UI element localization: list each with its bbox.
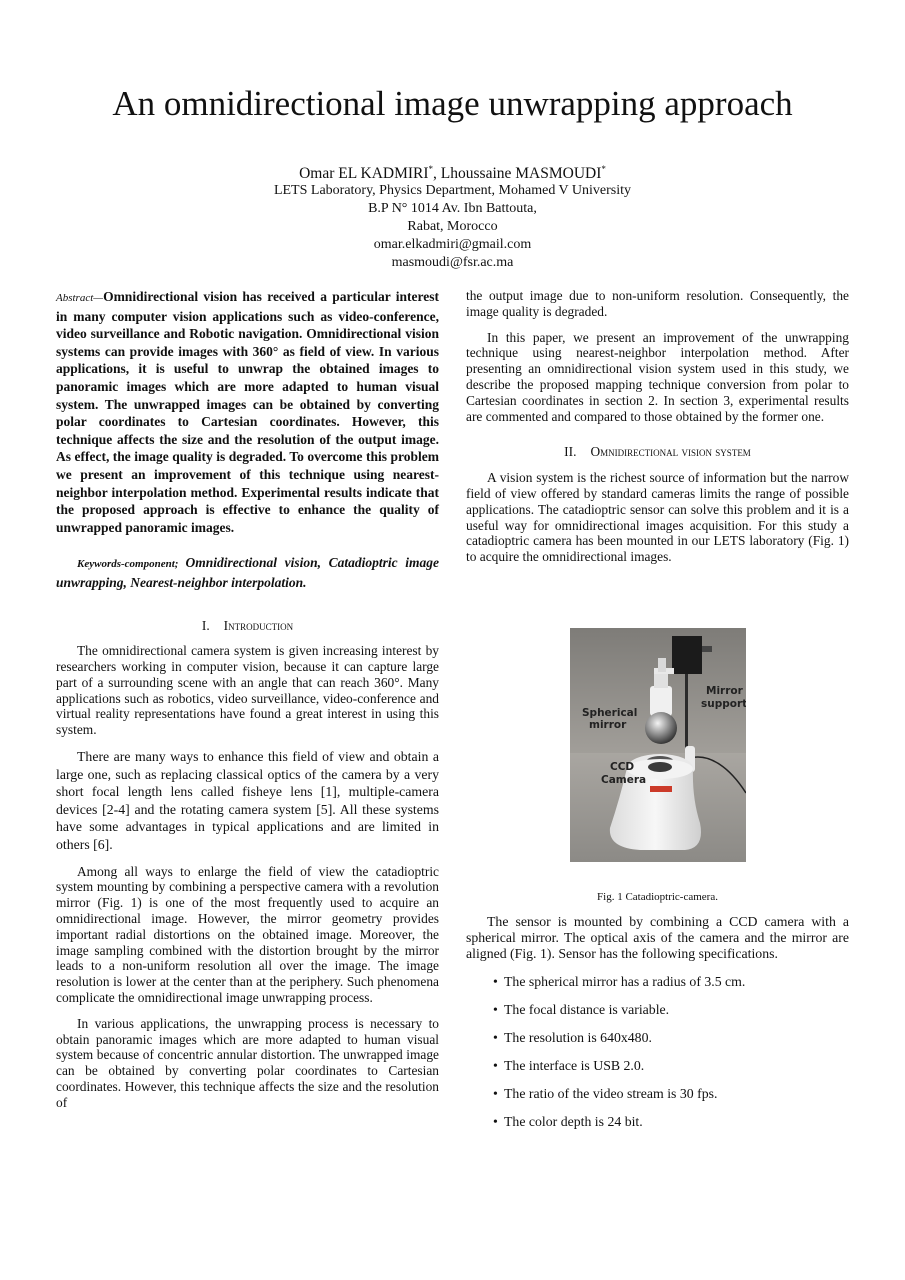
abstract-text: Omnidirectional vision has received a particular interest in many computer vision applications such as video-conference, video surveillance and Robotic navigation. Omnidirectional vision systems can provide images with 360° as field of view. In various applications, it is useful to unwrap the obtained images to panoramic images which are more adapted to human visual system. The unwrapped images can be obtained by converting polar coordinates to Cartesian coordinates. However, this technique affects the size and the resolution of the output image. As effect, the image quality is degraded. To overcome this problem we present an improvement of this technique using nearest-neighbor interpolation method. Experimental results indicate that the proposed approach is effective to enhance the quality of unwrapped panoramic images. (56, 289, 439, 535)
spec-text: The color depth is 24 bit. (504, 1114, 643, 1129)
affiliation-lab: LETS Laboratory, Physics Department, Mohamed V University (273, 183, 632, 198)
spec-text: The ratio of the video stream is 30 fps. (504, 1086, 718, 1101)
spec-item: • The resolution is 640x480. (493, 1030, 652, 1045)
left-column (56, 288, 439, 1121)
section-1-paragraph-1: The omnidirectional camera system is given increasing interest by researchers working in computer vision, because it can capture large part of a surrounding scene with an angle that can reach 360°. Many applications such as robotics, video surveillance, video-conference and virtual reality representations have found a great interest in using this system. (56, 643, 439, 738)
spec-text: The interface is USB 2.0. (504, 1058, 645, 1073)
affiliation-email-2: masmoudi@fsr.ac.ma (391, 255, 514, 270)
author-1-mark: * (428, 164, 434, 174)
label-ccd-2: Camera (601, 774, 647, 786)
keywords-lead: Keywords-component; (77, 558, 186, 571)
label-spherical-2: mirror (589, 719, 627, 731)
section-1-paragraph-3: Among all ways to enlarge the field of view the catadioptric system mounting by combining a perspective camera with a revolution mirror (Fig. 1) is one of the most frequently used to acquire an omnidirectional image. However, the mirror geometry provides important radial distortions on the obtained image. Moreover, the image sampling combined with the distortion brought by the mirror leads to a non-uniform resolution all over the image. The image resolution is lower at the center than at the periphery. Such phenomena complicate the omnidirectional image unwrapping process. (56, 863, 439, 1006)
author-2: Lhoussaine MASMOUDI (440, 165, 602, 183)
spec-text: The spherical mirror has a radius of 3.5 cm. (504, 974, 746, 989)
author-separator: , (433, 165, 441, 183)
spec-item: • The interface is USB 2.0. (493, 1058, 645, 1073)
abstract (56, 288, 439, 536)
author-line (0, 160, 905, 183)
section-2-number: II. (564, 444, 577, 460)
spec-text: The focal distance is variable. (504, 1002, 670, 1017)
keywords (56, 554, 439, 591)
author-1: Omar EL KADMIRI (299, 165, 429, 183)
label-mirror-support-2: support (701, 698, 746, 710)
author-2-mark: * (601, 164, 606, 174)
section-2-paragraph-1: A vision system is the richest source of information but the narrow field of view offered by standard cameras limits the range of possible applications. The catadioptric sensor can solve this problem and it is a useful way for omnidirectional images acquisition. For this study a catadioptric camera has been mounted in our LETS laboratory (Fig. 1) to acquire the omnidirectional images. (466, 470, 849, 565)
affiliation-address: B.P N° 1014 Av. Ibn Battouta, (368, 201, 537, 216)
spec-item: • The color depth is 24 bit. (493, 1114, 643, 1129)
spec-item: • The spherical mirror has a radius of 3.5 cm. (493, 974, 746, 989)
label-mirror-support-1: Mirror (706, 685, 743, 697)
section-2-paragraph-2: The sensor is mounted by combining a CCD camera with a spherical mirror. The optical axis of the camera and the mirror are aligned (Fig. 1). Sensor has the following specifications. (466, 914, 849, 961)
section-2-heading (466, 444, 849, 460)
catadioptric-camera-photo (570, 628, 746, 862)
paper-title: An omnidirectional image unwrapping approach (112, 84, 793, 123)
sensor-specs-list (466, 974, 849, 1130)
intro-paragraph-5: In this paper, we present an improvement of the unwrapping technique using nearest-neighbor interpolation method. After presenting an omnidirectional vision system used in this study, we describe the proposed mapping technique conversion from polar to Cartesian coordinates in section 2. In section 3, experimental results are commented and compared to those obtained by the former one. (466, 329, 849, 424)
photo-illustration (570, 628, 746, 862)
label-spherical-1: Spherical (582, 707, 638, 719)
right-column-lower (466, 914, 849, 1140)
affiliation-block (0, 182, 905, 272)
figure-1-caption: Fig. 1 Catadioptric-camera. (597, 891, 718, 903)
affiliation-city: Rabat, Morocco (407, 219, 498, 234)
intro-continuation: the output image due to non-uniform resolution. Consequently, the image quality is degraded. (466, 288, 849, 319)
section-1-number: I. (201, 617, 210, 633)
label-ccd-1: CCD (610, 761, 635, 773)
spec-text: The resolution is 640x480. (504, 1030, 652, 1045)
section-1-heading (56, 618, 439, 634)
spec-item: • The focal distance is variable. (493, 1002, 670, 1017)
section-1-title: Introduction (223, 617, 294, 633)
keywords-text: Omnidirectional vision, Catadioptric image unwrapping, Nearest-neighbor interpolation. (56, 555, 439, 590)
abstract-lead: Abstract— (56, 292, 104, 304)
affiliation-email-1: omar.elkadmiri@gmail.com (373, 237, 532, 252)
section-1-paragraph-4: In various applications, the unwrapping process is necessary to obtain panoramic images which are more adapted to human visual system because of concentric annular distortion. The unwrapped image can be obtained by converting polar coordinates to Cartesian coordinates. However, this technique affects the size and the resolution of (56, 1015, 439, 1110)
section-1-paragraph-2: There are many ways to enhance this field of view and obtain a large one, such as replacing classical optics of the camera by a very short focal length lens called fisheye lens [1], multiple-camera devices [2-4] and the rotating camera system [5]. All these systems have some advantages in typical applications and are limited in others [6]. (56, 749, 439, 853)
right-column (466, 288, 849, 575)
section-2-title: Omnidirectional vision system (590, 444, 751, 460)
spec-item: • The ratio of the video stream is 30 fps. (493, 1086, 718, 1101)
